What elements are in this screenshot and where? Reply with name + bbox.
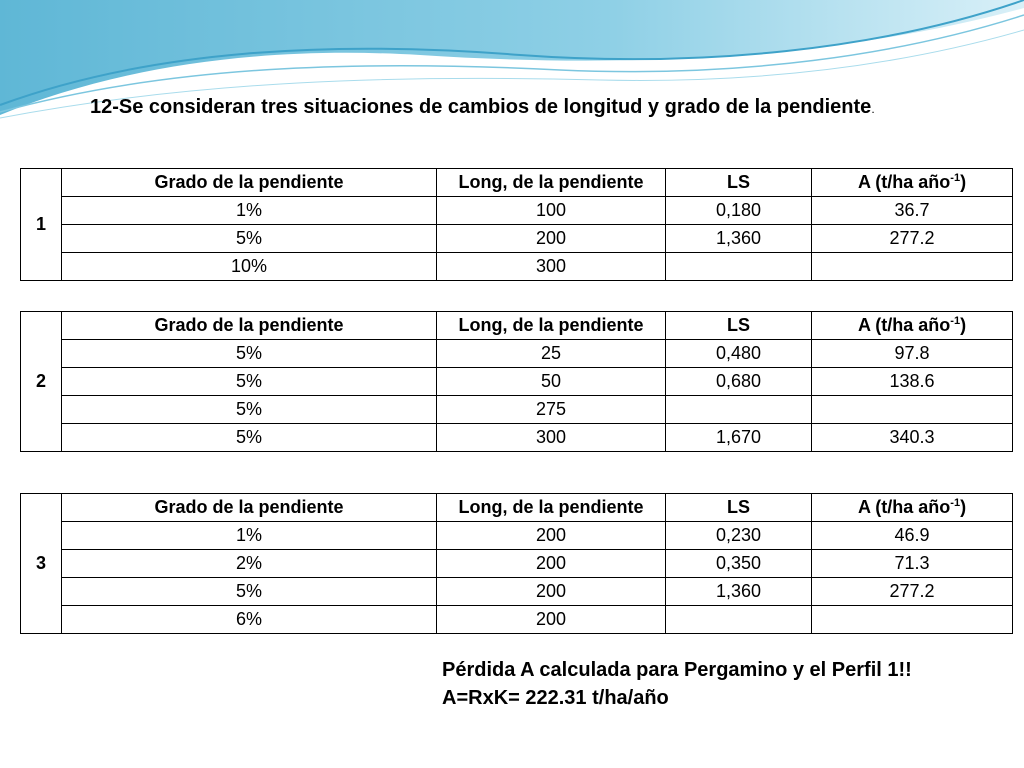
cell-grado: 5% — [62, 368, 437, 396]
table-row — [21, 606, 1013, 634]
cell-long: 300 — [437, 424, 666, 452]
cell-ls: 1,360 — [666, 225, 812, 253]
cell-grado: 1% — [62, 197, 437, 225]
header-grado: Grado de la pendiente — [62, 494, 437, 522]
table-row — [21, 253, 1013, 281]
header-a-text: A (t/ha año — [857, 315, 951, 335]
header-long: Long, de la pendiente — [437, 169, 666, 197]
header-long: Long, de la pendiente — [437, 494, 666, 522]
cell-a: 36.7 — [812, 197, 1013, 225]
title-dot: . — [871, 102, 875, 116]
note-line-1: Pérdida A calculada para Pergamino y el Perfil 1!! — [442, 659, 912, 681]
table-row — [21, 197, 1013, 225]
situation-number: 3 — [21, 494, 62, 634]
cell-long: 200 — [437, 578, 666, 606]
cell-a: 277.2 — [812, 578, 1013, 606]
table-row — [21, 578, 1013, 606]
situation-number: 1 — [21, 169, 62, 281]
cell-grado: 5% — [62, 340, 437, 368]
cell-grado: 1% — [62, 522, 437, 550]
table-situation-2 — [20, 311, 1013, 452]
cell-a — [812, 253, 1013, 281]
cell-a: 97.8 — [812, 340, 1013, 368]
situation-number: 2 — [21, 312, 62, 452]
note-line-2: A=RxK= 222.31 t/ha/año — [442, 687, 669, 709]
cell-long: 25 — [437, 340, 666, 368]
table-row — [21, 522, 1013, 550]
table-situation-1 — [20, 168, 1013, 281]
cell-a: 340.3 — [812, 424, 1013, 452]
cell-grado: 6% — [62, 606, 437, 634]
cell-long: 200 — [437, 225, 666, 253]
cell-ls — [666, 396, 812, 424]
header-a-sup: -1 — [950, 497, 961, 509]
cell-a: 71.3 — [812, 550, 1013, 578]
table-row — [21, 368, 1013, 396]
header-ls: LS — [666, 169, 812, 197]
cell-ls: 1,360 — [666, 578, 812, 606]
header-a-text: A (t/ha año — [857, 497, 951, 517]
header-grado: Grado de la pendiente — [62, 169, 437, 197]
cell-ls — [666, 253, 812, 281]
cell-long: 200 — [437, 522, 666, 550]
cell-long: 200 — [437, 550, 666, 578]
cell-ls: 0,480 — [666, 340, 812, 368]
cell-grado: 2% — [62, 550, 437, 578]
title-text: 12-Se consideran tres situaciones de cambios de longitud y grado de la pendiente — [90, 96, 872, 118]
cell-ls: 0,230 — [666, 522, 812, 550]
cell-grado: 10% — [62, 253, 437, 281]
cell-a — [812, 606, 1013, 634]
header-a-close: ) — [960, 172, 967, 192]
table-situation-3 — [20, 493, 1013, 634]
header-a — [812, 169, 1013, 197]
header-a-text: A (t/ha año — [857, 172, 951, 192]
page-title — [90, 96, 1010, 119]
header-a-sup: -1 — [950, 315, 961, 327]
cell-a — [812, 396, 1013, 424]
header-a — [812, 312, 1013, 340]
table-row — [21, 340, 1013, 368]
cell-ls: 0,680 — [666, 368, 812, 396]
cell-long: 50 — [437, 368, 666, 396]
cell-grado: 5% — [62, 225, 437, 253]
cell-ls: 0,180 — [666, 197, 812, 225]
cell-long: 100 — [437, 197, 666, 225]
cell-a: 46.9 — [812, 522, 1013, 550]
header-ls: LS — [666, 312, 812, 340]
table-row — [21, 550, 1013, 578]
cell-ls: 1,670 — [666, 424, 812, 452]
result-note — [442, 656, 912, 712]
header-grado: Grado de la pendiente — [62, 312, 437, 340]
header-a-sup: -1 — [950, 172, 961, 184]
header-a-close: ) — [960, 497, 967, 517]
cell-grado: 5% — [62, 424, 437, 452]
header-a-close: ) — [960, 315, 967, 335]
cell-ls — [666, 606, 812, 634]
cell-grado: 5% — [62, 578, 437, 606]
table-row — [21, 424, 1013, 452]
cell-long: 275 — [437, 396, 666, 424]
header-long: Long, de la pendiente — [437, 312, 666, 340]
header-a — [812, 494, 1013, 522]
table-row — [21, 396, 1013, 424]
table-row — [21, 225, 1013, 253]
cell-a: 138.6 — [812, 368, 1013, 396]
cell-grado: 5% — [62, 396, 437, 424]
header-ls: LS — [666, 494, 812, 522]
cell-ls: 0,350 — [666, 550, 812, 578]
cell-long: 300 — [437, 253, 666, 281]
cell-long: 200 — [437, 606, 666, 634]
cell-a: 277.2 — [812, 225, 1013, 253]
